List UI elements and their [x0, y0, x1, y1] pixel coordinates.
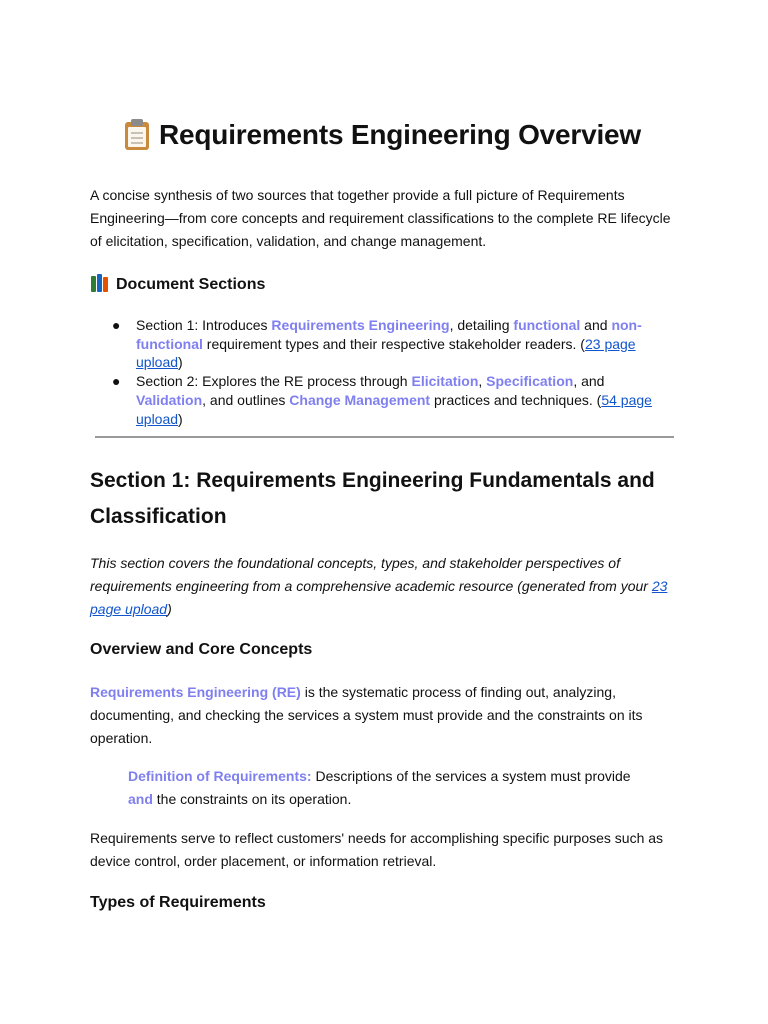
- upload-link[interactable]: 54 page upload: [136, 391, 652, 427]
- clipboard-icon: [123, 118, 151, 150]
- overview-heading: Overview and Core Concepts: [90, 641, 313, 658]
- page-title: [90, 118, 674, 151]
- highlight-term: Requirements Engineering (RE): [90, 684, 301, 700]
- section1-heading: Section 1: Requirements Engineering Fundamentals and Classification: [90, 469, 655, 528]
- highlight-term: Requirements Engineering: [271, 317, 450, 333]
- page-title-text: Requirements Engineering Overview: [159, 119, 641, 150]
- highlight-term: non-functional: [136, 317, 642, 352]
- highlight-term: Elicitation: [411, 373, 479, 390]
- bullet: ●: [112, 373, 121, 390]
- divider: [95, 436, 674, 438]
- types-heading: Types of Requirements: [90, 894, 266, 911]
- upload-link[interactable]: 23 page upload: [90, 578, 668, 617]
- needs-paragraph: Requirements serve to reflect customers' needs for accomplishing specific purposes such as device control, order placement, or information retrieval.: [90, 830, 664, 869]
- re-definition-paragraph: Requirements Engineering (RE) is the systematic process of finding out, analyzing, documenting, and checking the services a system must provide and the constraints on its operation.: [90, 684, 643, 746]
- section1-description: This section covers the foundational concepts, types, and stakeholder perspectives of requirements engineering from a comprehensive academic resource (generated from your 23 page upload): [90, 555, 668, 617]
- definition-blockquote: Definition of Requirements: Descriptions of the services a system must provide and the constraints on its operation.: [128, 768, 631, 807]
- highlight-term: Validation: [136, 391, 203, 408]
- list-item: ● Section 2: Explores the RE process through Elicitation, Specification, and Validation, and outlines Change Management practices and techniques. (54 page upload): [112, 373, 652, 427]
- intro-paragraph: A concise synthesis of two sources that together provide a full picture of Requirements Engineering—from core concepts and requirement classifications to the complete RE lifecycle of elicitation, specification, validation, and change management.: [90, 187, 671, 249]
- document-sections-list: [90, 316, 674, 428]
- highlight-term: Specification: [486, 373, 574, 390]
- highlight-term: and: [128, 791, 153, 807]
- bullet: ●: [112, 317, 121, 333]
- highlight-term: Definition of Requirements:: [128, 768, 312, 784]
- upload-link[interactable]: 23 page upload: [136, 335, 636, 371]
- list-item: ● Section 1: Introduces Requirements Engineering, detailing functional and non-functional requirement types and their respective stakeholder readers. (23 page upload): [112, 317, 642, 371]
- document-sections-heading: Document Sections: [90, 274, 265, 294]
- highlight-term: functional: [513, 317, 581, 333]
- highlight-term: Change Management: [289, 391, 431, 408]
- books-icon: [90, 274, 112, 292]
